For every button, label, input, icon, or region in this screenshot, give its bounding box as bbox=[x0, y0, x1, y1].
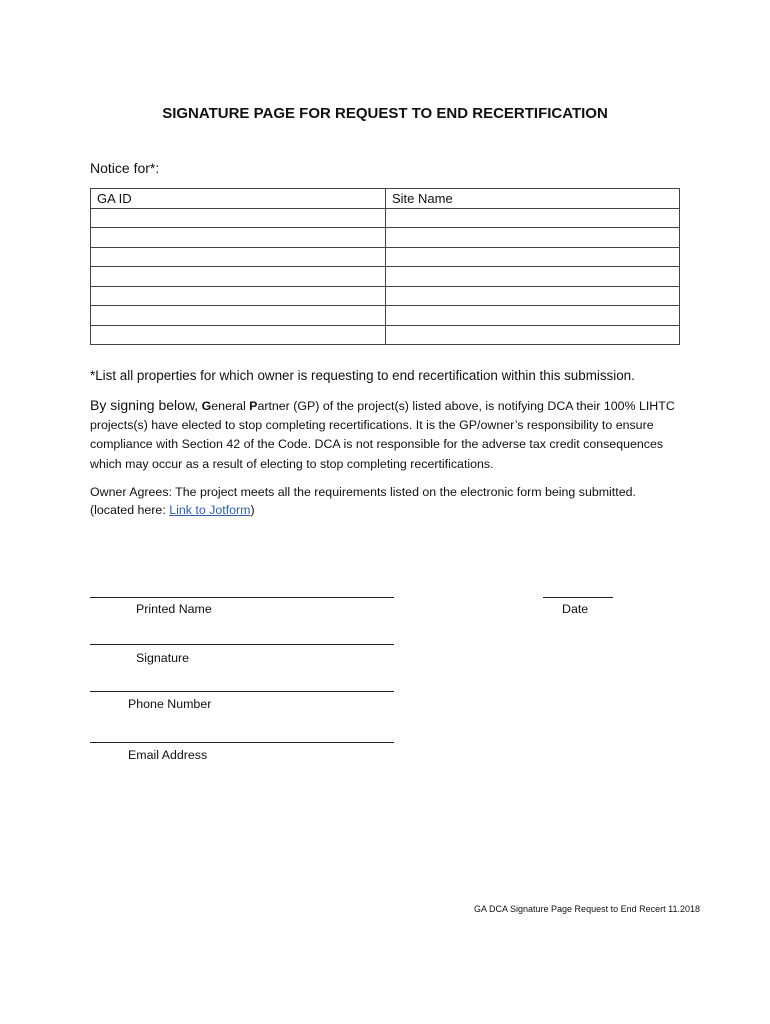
table-header-row bbox=[91, 189, 680, 209]
paragraph-eneral: eneral bbox=[211, 399, 250, 413]
table-row bbox=[91, 208, 680, 228]
signing-paragraph bbox=[90, 396, 682, 474]
notice-label: Notice for*: bbox=[90, 160, 160, 176]
email-label: Email Address bbox=[128, 748, 208, 762]
phone-line[interactable] bbox=[90, 691, 394, 692]
phone-label: Phone Number bbox=[128, 697, 212, 711]
ga-id-cell[interactable] bbox=[91, 306, 386, 326]
footer-text: GA DCA Signature Page Request to End Recert 11.2018 bbox=[474, 904, 700, 914]
ga-id-cell[interactable] bbox=[91, 228, 386, 248]
located-suffix: ) bbox=[250, 502, 255, 517]
paragraph-p: P bbox=[249, 399, 258, 413]
paragraph-g: G bbox=[201, 399, 212, 413]
signature-label: Signature bbox=[136, 651, 190, 665]
owner-agrees-text: Owner Agrees: The project meets all the requirements listed on the electronic form being submitted. bbox=[90, 485, 636, 499]
located-prefix: (located here: bbox=[90, 502, 170, 517]
site-name-cell[interactable] bbox=[386, 208, 680, 228]
table-row bbox=[91, 325, 680, 345]
site-name-cell[interactable] bbox=[386, 306, 680, 326]
header-ga-id: GA ID bbox=[91, 189, 386, 209]
owner-agrees bbox=[90, 484, 682, 519]
printed-name-line[interactable] bbox=[90, 597, 394, 598]
printed-name-label: Printed Name bbox=[136, 602, 212, 616]
site-name-cell[interactable] bbox=[386, 286, 680, 306]
site-name-cell[interactable] bbox=[386, 247, 680, 267]
page-title: SIGNATURE PAGE FOR REQUEST TO END RECERTIFICATION bbox=[162, 105, 608, 122]
paragraph-body: artner (GP) of the project(s) listed above, is notifying DCA their 100% LIHTC projects(s) have elected to stop completing recertifications. It is the GP/owner’s responsibility to ensure compliance with Section 42 of the Code. DCA is not responsible for the adverse tax credit consequences which may occur as a result of electing to stop completing recertifications. bbox=[90, 399, 675, 471]
properties-table bbox=[90, 188, 680, 345]
jotform-link[interactable]: Link to Jotform bbox=[169, 502, 251, 517]
table-note: *List all properties for which owner is requesting to end recertification within this submission. bbox=[90, 368, 635, 383]
paragraph-lead: By signing below, bbox=[90, 397, 199, 413]
header-site-name: Site Name bbox=[386, 189, 680, 209]
ga-id-cell[interactable] bbox=[91, 208, 386, 228]
signature-line[interactable] bbox=[90, 644, 394, 645]
ga-id-cell[interactable] bbox=[91, 325, 386, 345]
date-label: Date bbox=[562, 602, 589, 616]
ga-id-cell[interactable] bbox=[91, 286, 386, 306]
table-row bbox=[91, 306, 680, 326]
site-name-cell[interactable] bbox=[386, 325, 680, 345]
table-row bbox=[91, 286, 680, 306]
site-name-cell[interactable] bbox=[386, 267, 680, 287]
date-line[interactable] bbox=[543, 597, 613, 598]
ga-id-cell[interactable] bbox=[91, 247, 386, 267]
site-name-cell[interactable] bbox=[386, 228, 680, 248]
table-row bbox=[91, 228, 680, 248]
email-line[interactable] bbox=[90, 742, 394, 743]
table-row bbox=[91, 267, 680, 287]
ga-id-cell[interactable] bbox=[91, 267, 386, 287]
table-row bbox=[91, 247, 680, 267]
